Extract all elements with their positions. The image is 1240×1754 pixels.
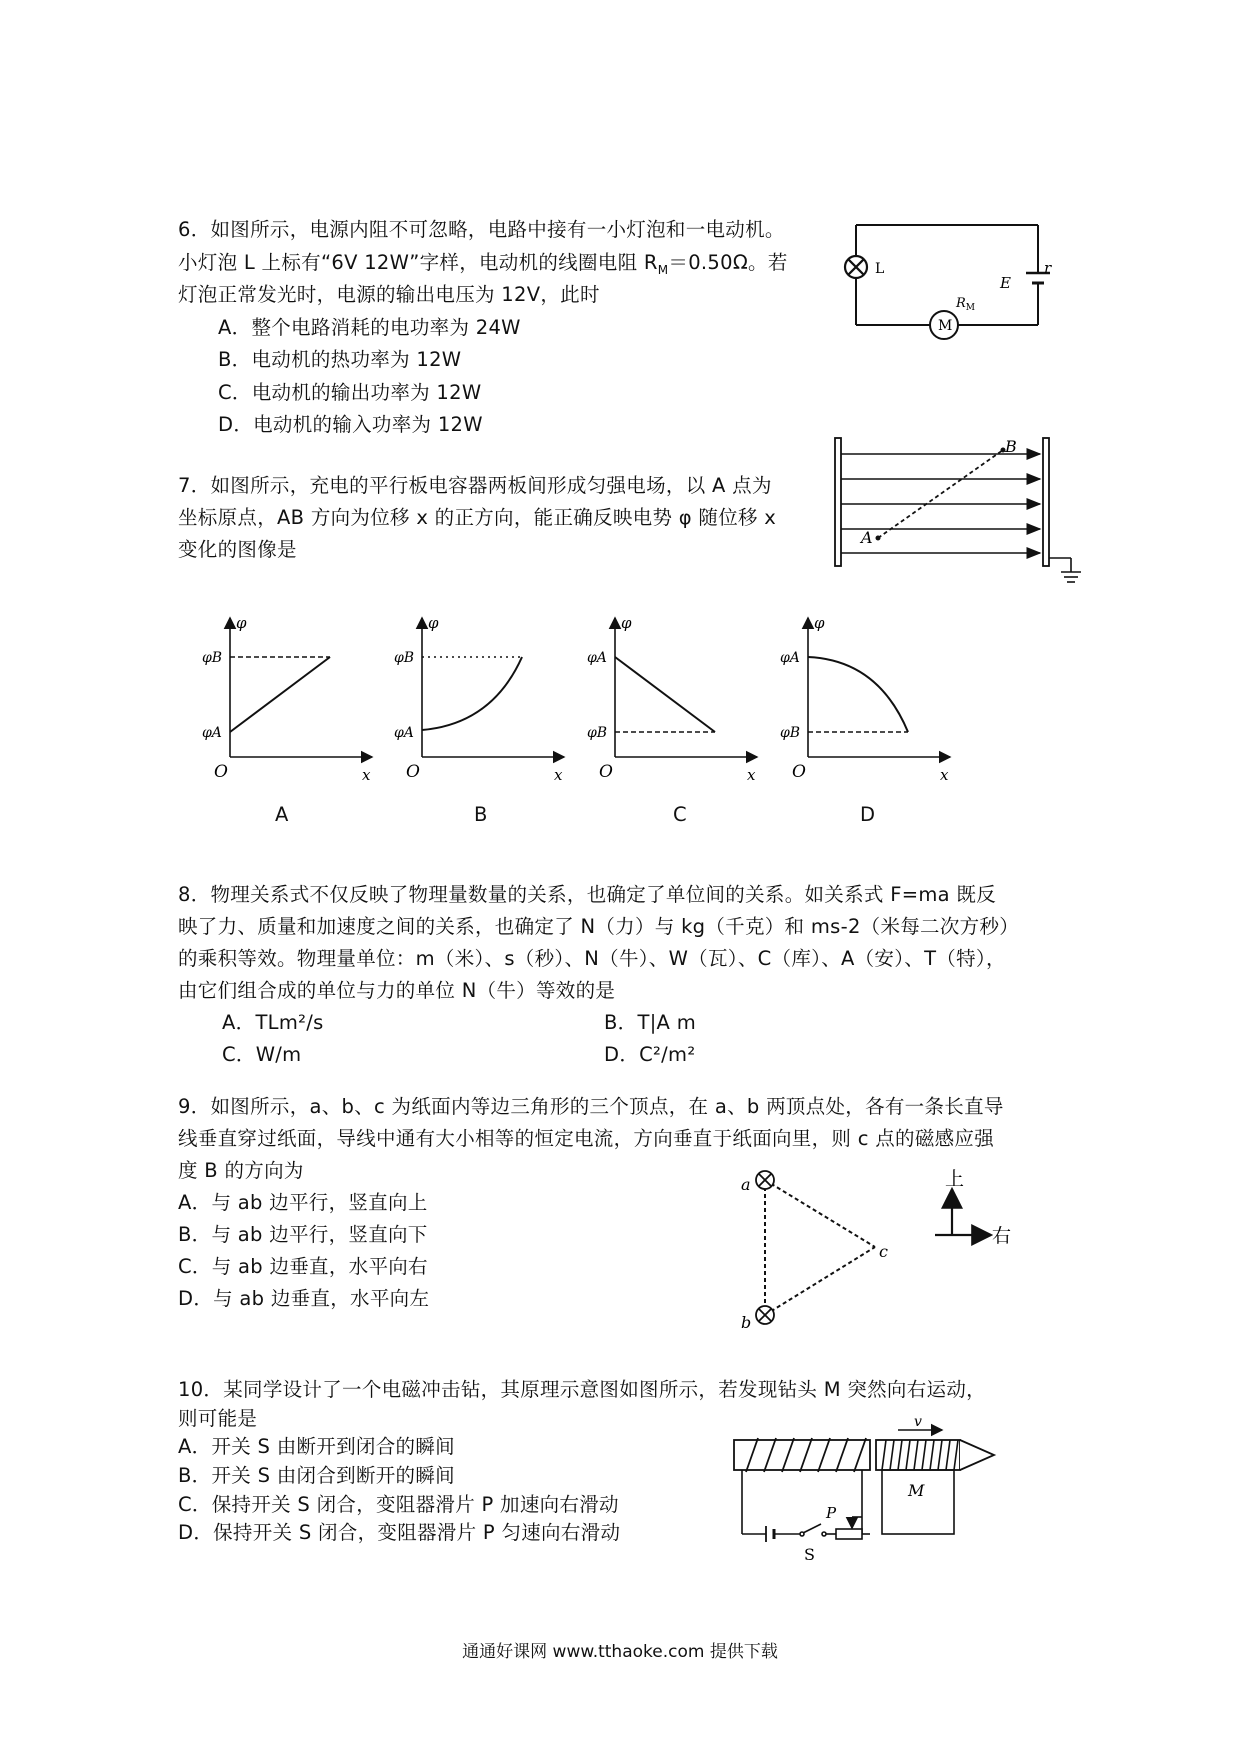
q8-option-a: A．TLm²/s xyxy=(222,1011,324,1034)
q7-line-2: 坐标原点，AB 方向为位移 x 的正方向，能正确反映电势 φ 随位移 x xyxy=(178,506,777,529)
svg-text:φA: φA xyxy=(587,650,607,666)
q7-line-3: 变化的图像是 xyxy=(178,538,297,561)
svg-text:φ: φ xyxy=(621,614,632,632)
direction-arrows-icon xyxy=(935,1189,991,1235)
q9-triangle-diagram xyxy=(735,1165,1015,1330)
q10-option-b: B．开关 S 由闭合到断开的瞬间 xyxy=(178,1464,455,1487)
svg-text:x: x xyxy=(362,766,371,784)
svg-text:O: O xyxy=(599,762,613,782)
svg-text:φ: φ xyxy=(814,614,825,632)
switch-icon xyxy=(800,1524,826,1536)
up-label: 上 xyxy=(945,1168,965,1190)
q8-line-3: 的乘积等效。物理量单位：m（米）、s（秒）、N（牛）、W（瓦）、C（库）、A（安）、T（特）， xyxy=(178,947,1006,970)
slider-label: P xyxy=(826,1504,837,1522)
svg-text:φA: φA xyxy=(780,650,800,666)
wire-b-icon xyxy=(756,1306,774,1324)
svg-text:φB: φB xyxy=(780,725,801,741)
svg-text:φ: φ xyxy=(428,614,439,632)
svg-text:φB: φB xyxy=(587,725,608,741)
svg-text:φB: φB xyxy=(394,650,415,666)
q9-option-b: B．与 ab 边平行，竖直向下 xyxy=(178,1223,428,1246)
q6-line-2: 小灯泡 L 上标有“6V 12W”字样，电动机的线圈电阻 $R_M=0.50\Omega$。若 xyxy=(178,251,788,277)
graph-label-c: C xyxy=(673,803,687,826)
q10-option-a: A．开关 S 由断开到闭合的瞬间 xyxy=(178,1435,455,1458)
svg-text:x: x xyxy=(747,766,756,784)
point-b-label: B xyxy=(1005,437,1017,456)
svg-text:x: x xyxy=(940,766,949,784)
q10-option-d: D．保持开关 S 闭合，变阻器滑片 P 匀速向右滑动 xyxy=(178,1521,621,1544)
q7-capacitor-diagram xyxy=(835,432,1100,592)
q9-line-1: 9．如图所示，a、b、c 为纸面内等边三角形的三个顶点，在 a、b 两顶点处，各有一条长直导 xyxy=(178,1095,1004,1118)
graph-c xyxy=(587,614,757,784)
battery-icon xyxy=(766,1526,774,1542)
q8-line-4: 由它们组合成的单位与力的单位 N（牛）等效的是 xyxy=(178,979,616,1002)
q9-option-d: D．与 ab 边垂直，水平向左 xyxy=(178,1287,430,1310)
svg-text:φB: φB xyxy=(202,650,223,666)
q9-option-c: C．与 ab 边垂直，水平向右 xyxy=(178,1255,428,1278)
svg-text:φA: φA xyxy=(202,725,222,741)
lamp-icon xyxy=(845,256,867,278)
q6-option-d: D．电动机的输入功率为 12W xyxy=(218,413,483,436)
graph-label-d: D xyxy=(860,803,876,826)
graph-label-a: A xyxy=(275,803,289,826)
point-a-label: A xyxy=(861,528,873,547)
svg-text:O: O xyxy=(792,762,806,782)
lamp-label: L xyxy=(875,261,885,277)
right-label: 右 xyxy=(992,1225,1012,1247)
q10-line-2: 则可能是 xyxy=(178,1407,258,1430)
q7-graph-options xyxy=(190,612,1010,782)
q6-line-3: 灯泡正常发光时，电源的输出电压为 12V，此时 xyxy=(178,283,600,306)
rheostat-icon xyxy=(836,1529,862,1539)
q8-option-d: D．C²/m² xyxy=(604,1043,696,1066)
vertex-a-label: a xyxy=(741,1175,751,1194)
vertex-b-label: b xyxy=(741,1313,752,1332)
q9-line-3: 度 B 的方向为 xyxy=(178,1159,304,1182)
footer-text: 通通好课网 www.tthaoke.com 提供下载 xyxy=(462,1642,778,1662)
vertex-c-label: c xyxy=(879,1242,888,1261)
emf-label: E xyxy=(1000,274,1011,292)
q9-option-a: A．与 ab 边平行，竖直向上 xyxy=(178,1191,428,1214)
motor-label: M xyxy=(938,318,953,334)
wire-a-icon xyxy=(756,1171,774,1189)
motor-resistance-label: $R_M$ xyxy=(956,296,976,313)
q8-option-c: C．W/m xyxy=(222,1043,302,1066)
svg-text:φ: φ xyxy=(236,614,247,632)
q6-option-a: A．整个电路消耗的电功率为 24W xyxy=(218,316,521,339)
drill-label: M xyxy=(908,1481,925,1500)
internal-resistance-label: r xyxy=(1044,259,1052,277)
switch-label: S xyxy=(804,1545,815,1564)
q10-option-c: C．保持开关 S 闭合，变阻器滑片 P 加速向右滑动 xyxy=(178,1493,619,1516)
ground-icon xyxy=(1049,558,1081,582)
graph-d xyxy=(780,614,950,784)
q6-circuit-diagram xyxy=(850,215,1050,335)
q6-option-c: C．电动机的输出功率为 12W xyxy=(218,381,482,404)
graph-label-b: B xyxy=(474,803,488,826)
q6-option-b: B．电动机的热功率为 12W xyxy=(218,348,462,371)
velocity-label: v xyxy=(914,1414,922,1430)
graph-a xyxy=(202,614,372,784)
svg-text:O: O xyxy=(214,762,228,782)
q6-line-1: 6．如图所示，电源内阻不可忽略，电路中接有一小灯泡和一电动机。 xyxy=(178,218,785,241)
svg-text:O: O xyxy=(406,762,420,782)
graph-b xyxy=(394,614,564,784)
q7-line-1: 7．如图所示，充电的平行板电容器两板间形成匀强电场，以 A 点为 xyxy=(178,474,772,497)
q9-line-2: 线垂直穿过纸面，导线中通有大小相等的恒定电流，方向垂直于纸面向里，则 c 点的磁感应强 xyxy=(178,1127,995,1150)
svg-text:x: x xyxy=(554,766,563,784)
q8-line-2: 映了力、质量和加速度之间的关系，也确定了 N（力）与 kg（千克）和 ms-2（米每二次方秒） xyxy=(178,915,1020,938)
q8-option-b: B．T|A m xyxy=(604,1011,696,1034)
svg-text:φA: φA xyxy=(394,725,414,741)
q10-line-1: 10．某同学设计了一个电磁冲击钻，其原理示意图如图所示，若发现钻头 M 突然向右运动， xyxy=(178,1378,986,1401)
q8-line-1: 8．物理关系式不仅反映了物理量数量的关系，也确定了单位间的关系。如关系式 F=ma 既反 xyxy=(178,883,997,906)
q10-drill-diagram xyxy=(730,1414,1000,1568)
